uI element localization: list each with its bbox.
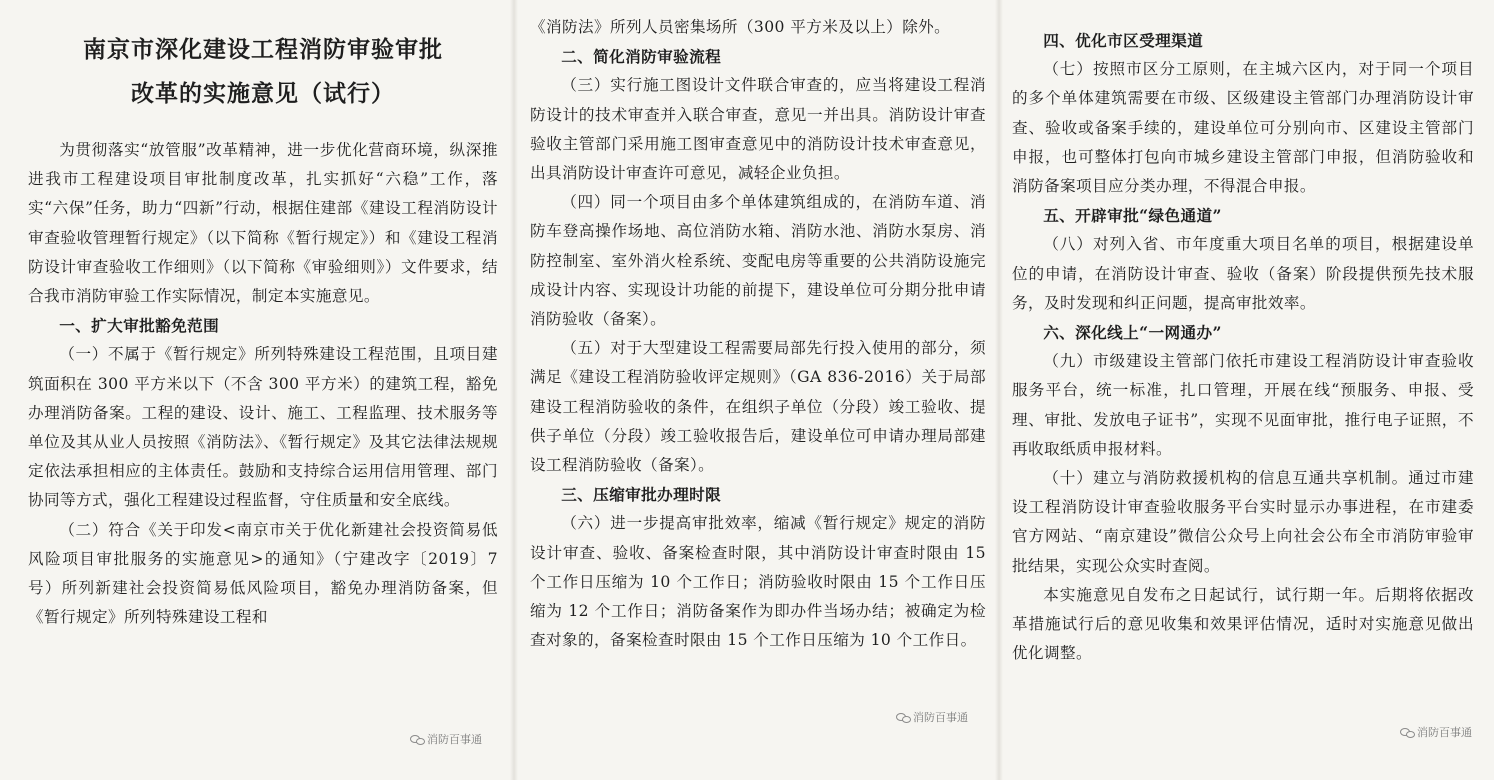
watermark [410, 731, 482, 747]
watermark [896, 709, 968, 725]
clause-3: （三）实行施工图设计文件联合审查的，应当将建设工程消防设计的技术审查并入联合审查，意见一并出具。消防设计审查验收主管部门采用施工图审查意见中的消防设计技术审查意见，出具消防设计审查许可意见，减轻企业负担。 [530, 76, 986, 183]
clause-6: （六）进一步提高审批效率，缩减《暂行规定》规定的消防设计审查、验收、备案检查时限，其中消防设计审查时限由 15 个工作日压缩为 10 个工作日；消防验收时限由 15 个工作日压缩为 12 个工作日；消防备案作为即办件当场办结；被确定为检查对象的，备案检查时限由 15 个工作日压缩为 10 个工作日。 [530, 514, 986, 650]
page-gutter [995, 0, 1003, 780]
wechat-icon [1400, 727, 1414, 737]
clause-2-continued: 《消防法》所列人员密集场所（300 平方米及以上）除外。 [530, 18, 951, 36]
section-heading-6: 六、深化线上“一网通办” [1043, 323, 1222, 343]
watermark-text: 消防百事通 [913, 711, 968, 724]
section-heading-4: 四、优化市区受理渠道 [1043, 31, 1204, 50]
clause-1: （一）不属于《暂行规定》所列特殊建设工程范围，且项目建筑面积在 300 平方米以下（不含 300 平方米）的建筑工程，豁免办理消防备案。工程的建设、设计、施工、工程监理、技术服务等单位及其从业人员按照《消防法》、《暂行规定》及其它法律法规规定依法承担相应的主体责任。鼓励和支持综合运用信用管理、部门协同等方式，强化工程建设过程监督，守住质量和安全底线。 [28, 345, 498, 510]
column-1 [28, 0, 498, 780]
intro-paragraph: 为贯彻落实“放管服”改革精神，进一步优化营商环境，纵深推进我市工程建设项目审批制度改革，扎实抓好“六稳”工作，落实“六保”任务，助力“四新”行动，根据住建部《建设工程消防设计审查验收管理暂行规定》（以下简称《暂行规定》）和《建设工程消防设计审查验收工作细则》（以下简称《审验细则》）文件要求，结合我市消防审验工作实际情况，制定本实施意见。 [28, 141, 498, 306]
wechat-icon [410, 734, 424, 744]
clause-2: （二）符合《关于印发<南京市关于优化新建社会投资简易低风险项目审批服务的实施意见>的通知》（宁建改字〔2019〕7 号）所列新建社会投资简易低风险项目，豁免办理消防备案，但《暂行规定》所列特殊建设工程和 [28, 520, 498, 627]
watermark [1400, 724, 1472, 740]
section-heading-3: 三、压缩审批办理时限 [561, 485, 722, 505]
section-heading-1: 一、扩大审批豁免范围 [59, 316, 220, 336]
column-3 [1012, 0, 1474, 780]
clause-9: （九）市级建设主管部门依托市建设工程消防设计审查验收服务平台，统一标准，扎口管理，开展在线“预服务、申报、受理、审批、发放电子证书”，实现不见面审批，推行电子证照，不再收取纸质申报材料。 [1012, 352, 1474, 458]
page-gutter [510, 0, 518, 780]
wechat-icon [896, 712, 910, 722]
document-title-line-1: 南京市深化建设工程消防审验审批 [83, 36, 443, 63]
clause-5: （五）对于大型建设工程需要局部先行投入使用的部分，须满足《建设工程消防验收评定规则》（GA 836-2016）关于局部建设工程消防验收的条件，在组织子单位（分段）竣工验收、提供子单位（分段）竣工验收报告后，建设单位可申请办理局部建设工程消防验收（备案）。 [530, 339, 986, 475]
watermark-text: 消防百事通 [427, 733, 482, 746]
column-2 [530, 0, 986, 780]
section-heading-5: 五、开辟审批“绿色通道” [1043, 206, 1222, 226]
section-heading-2: 二、简化消防审验流程 [561, 47, 722, 67]
clause-4: （四）同一个项目由多个单体建筑组成的，在消防车道、消防车登高操作场地、高位消防水箱、消防水池、消防水泵房、消防控制室、室外消火栓系统、变配电房等重要的公共消防设施完成设计内容、实现设计功能的前提下，建设单位可分期分批申请消防验收（备案）。 [530, 193, 986, 329]
document-title-line-2: 改革的实施意见（试行） [131, 80, 395, 107]
watermark-text: 消防百事通 [1417, 726, 1472, 739]
closing-paragraph: 本实施意见自发布之日起试行，试行期一年。后期将依据改革措施试行后的意见收集和效果评估情况，适时对实施意见做出优化调整。 [1012, 585, 1474, 663]
clause-10: （十）建立与消防救援机构的信息互通共享机制。通过市建设工程消防设计审查验收服务平台实时显示办事进程，在市建委官方网站、“南京建设”微信公众号上向社会公布全市消防审验审批结果，实现公众实时查阅。 [1012, 469, 1474, 575]
clause-8: （八）对列入省、市年度重大项目名单的项目，根据建设单位的申请，在消防设计审查、验收（备案）阶段提供预先技术服务，及时发现和纠正问题，提高审批效率。 [1012, 235, 1474, 312]
clause-7: （七）按照市区分工原则，在主城六区内，对于同一个项目的多个单体建筑需要在市级、区级建设主管部门办理消防设计审查、验收或备案手续的，建设单位可分别向市、区建设主管部门申报，也可整体打包向市城乡建设主管部门申报，但消防验收和消防备案项目应分类办理，不得混合申报。 [1012, 60, 1474, 196]
